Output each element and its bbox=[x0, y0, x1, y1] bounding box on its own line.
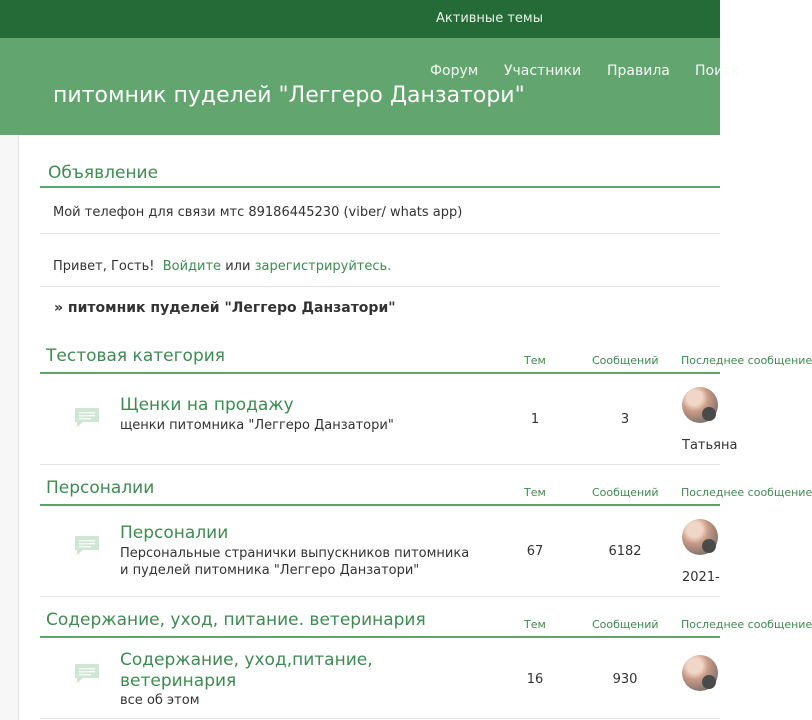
greeting-text: Привет, Гость! bbox=[53, 259, 155, 274]
user-avatar[interactable] bbox=[682, 519, 718, 555]
forum-description: все об этом bbox=[120, 693, 200, 708]
col-posts: Сообщений bbox=[592, 354, 659, 367]
posts-count: 6182 bbox=[608, 544, 642, 559]
or-text: или bbox=[225, 259, 251, 274]
forum-description: щенки питомника "Леггеро Данзатори" bbox=[120, 418, 394, 433]
user-avatar[interactable] bbox=[682, 387, 718, 423]
active-topics-link[interactable]: Активные темы bbox=[436, 11, 543, 26]
divider bbox=[40, 504, 720, 506]
divider bbox=[40, 233, 720, 234]
welcome-bar bbox=[53, 259, 391, 274]
nav-search[interactable]: Поиск bbox=[695, 63, 740, 79]
forum-link[interactable]: Щенки на продажу bbox=[120, 395, 294, 415]
divider bbox=[40, 186, 720, 188]
nav-rules[interactable]: Правила bbox=[607, 63, 670, 79]
topics-count: 1 bbox=[530, 412, 540, 427]
register-link[interactable]: зарегистрируйтесь. bbox=[254, 259, 392, 274]
col-topics: Тем bbox=[524, 486, 546, 499]
topics-count: 67 bbox=[526, 544, 544, 559]
category-title[interactable]: Персоналии bbox=[46, 478, 155, 498]
col-last: Последнее сообщение bbox=[681, 486, 812, 499]
divider bbox=[40, 596, 720, 597]
site-title[interactable]: питомник пуделей "Леггеро Данзатори" bbox=[53, 83, 525, 108]
category-title[interactable]: Тестовая категория bbox=[46, 346, 226, 366]
breadcrumb[interactable]: » питомник пуделей "Леггеро Данзатори" bbox=[54, 300, 396, 316]
category-title[interactable]: Содержание, уход, питание. ветеринария bbox=[46, 610, 426, 630]
posts-count: 930 bbox=[612, 672, 638, 687]
forum-description: Персональные странички выпускников питомника bbox=[120, 546, 470, 561]
divider bbox=[40, 718, 720, 719]
forum-link[interactable]: ветеринария bbox=[120, 671, 237, 691]
last-post-date: 2021- bbox=[682, 570, 720, 585]
nav-members[interactable]: Участники bbox=[504, 63, 582, 79]
divider bbox=[40, 636, 720, 638]
divider bbox=[40, 464, 720, 465]
forum-chat-icon bbox=[74, 535, 100, 555]
topics-count: 16 bbox=[526, 672, 544, 687]
announcement-title: Объявление bbox=[48, 163, 159, 183]
left-strip bbox=[0, 135, 19, 720]
col-topics: Тем bbox=[524, 618, 546, 631]
forum-description: и пуделей питомника "Леггеро Данзатори" bbox=[120, 563, 420, 578]
login-link[interactable]: Войдите bbox=[162, 259, 222, 274]
forum-link[interactable]: Содержание, уход,питание, bbox=[120, 650, 373, 670]
forum-link[interactable]: Персоналии bbox=[120, 523, 229, 543]
col-posts: Сообщений bbox=[592, 486, 659, 499]
forum-chat-icon bbox=[74, 663, 100, 683]
nav-forum[interactable]: Форум bbox=[430, 63, 479, 79]
col-topics: Тем bbox=[524, 354, 546, 367]
posts-count: 3 bbox=[620, 412, 630, 427]
user-avatar[interactable] bbox=[682, 655, 718, 691]
announcement-text: Мой телефон для связи мтс 89186445230 (viber/ whats app) bbox=[53, 205, 463, 220]
last-post-author[interactable]: Татьяна bbox=[682, 438, 738, 453]
main-nav bbox=[0, 63, 740, 83]
divider bbox=[40, 286, 720, 287]
col-last: Последнее сообщение bbox=[681, 618, 812, 631]
forum-chat-icon bbox=[74, 407, 100, 427]
col-last: Последнее сообщение bbox=[681, 354, 812, 367]
divider bbox=[40, 372, 720, 374]
top-bar bbox=[0, 0, 720, 38]
col-posts: Сообщений bbox=[592, 618, 659, 631]
